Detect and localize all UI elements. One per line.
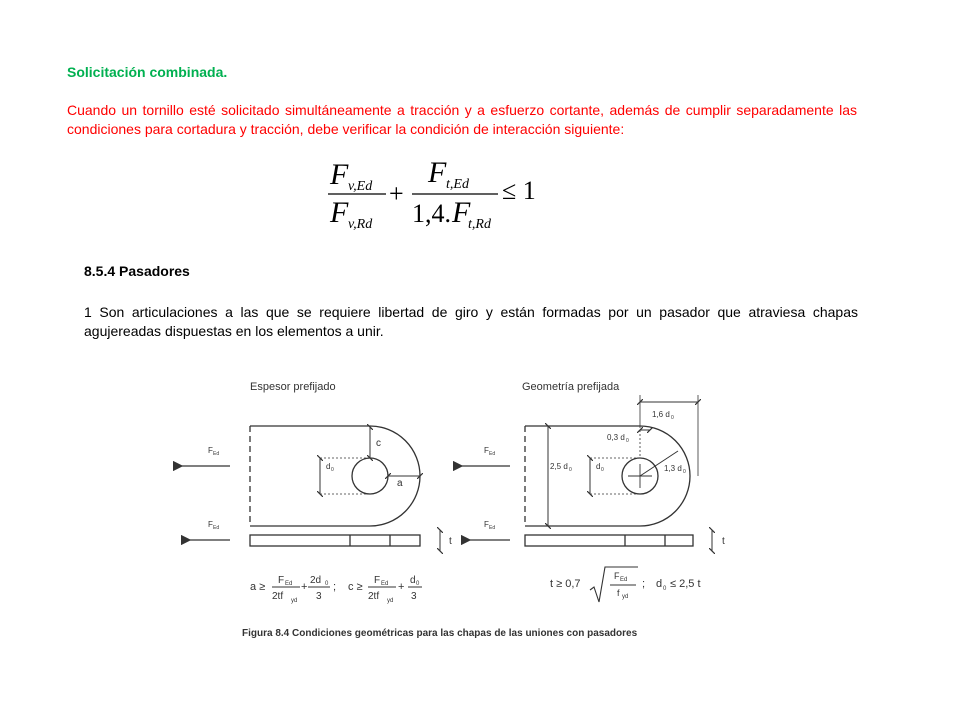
label-t-right: t: [722, 536, 725, 547]
label-sub: 0: [601, 467, 604, 473]
figure-caption: Figura 8.4 Condiciones geométricas para las chapas de las uniones con pasadores: [242, 628, 638, 639]
interaction-formula: [322, 150, 552, 240]
frac-num-sub: Ed: [285, 581, 293, 587]
label-sub: 0: [626, 438, 629, 444]
label-c: c: [376, 438, 381, 449]
frac-den: 2tf: [272, 591, 284, 602]
left-title: Espesor prefijado: [250, 381, 336, 393]
pasadores-title: 8.5.4 Pasadores: [84, 263, 190, 279]
formula-den2-coef: 1,4.: [412, 199, 451, 228]
semicolon: ;: [642, 578, 646, 590]
sqrt-den-sub: yd: [622, 594, 629, 600]
formula-num2-sub: t,Ed: [446, 177, 469, 192]
force-label: F: [484, 520, 489, 529]
sqrt-num-sub: Ed: [620, 577, 628, 583]
force-sub: Ed: [489, 525, 496, 531]
frac-den-sub: yd: [387, 598, 394, 604]
frac-num: F: [278, 575, 285, 586]
formula-den1-sub: v,Rd: [348, 217, 373, 232]
formula-num1: F: [330, 158, 349, 191]
label-sub: 0: [663, 586, 667, 592]
frac-den-sub: yd: [291, 598, 298, 604]
formula-relation: ≤ 1: [502, 176, 536, 205]
frac2-num-sub: 0: [325, 581, 329, 587]
plate-side-view-left: [250, 535, 420, 546]
formula-den2-sub: t,Rd: [468, 217, 491, 232]
frac-num: F: [374, 575, 381, 586]
frac3-num: d: [410, 575, 416, 586]
label-sub: 0: [569, 467, 572, 473]
label-sub: 0: [671, 415, 674, 421]
formula-c-lhs: c ≥: [348, 581, 363, 593]
figure-8-4: [170, 365, 730, 650]
formula-num1-sub: v,Ed: [348, 179, 373, 194]
label-a: a: [397, 478, 403, 489]
formula-d0-rhs: ≤ 2,5 t: [670, 578, 701, 590]
plate-side-view-right: [525, 535, 693, 546]
label-1-6d0: 1,6 d: [652, 410, 670, 419]
frac-den: 2tf: [368, 591, 380, 602]
right-title: Geometría prefijada: [522, 381, 620, 393]
frac-num-sub: Ed: [381, 581, 389, 587]
frac3-num-sub: 0: [416, 581, 420, 587]
combined-heading: Solicitación combinada.: [67, 64, 228, 80]
formula-num2: F: [428, 156, 447, 189]
plus: +: [398, 581, 405, 593]
formula-den2: F: [452, 196, 471, 229]
frac2-den: 3: [316, 591, 322, 602]
frac2-num: 2d: [310, 575, 322, 586]
label-d0: d: [326, 462, 331, 471]
label-d0-right: d: [596, 462, 601, 471]
force-sub: Ed: [489, 451, 496, 457]
force-label: F: [208, 446, 213, 455]
formula-den1: F: [330, 196, 349, 229]
label-1-3d0: 1,3 d: [664, 464, 682, 473]
pasadores-paragraph: 1 Son articulaciones a las que se requiere libertad de giro y están formadas por un pasador que atraviesa chapas agujereadas dispuestas en los elementos a unir.: [84, 304, 858, 339]
label-sub: 0: [331, 467, 334, 473]
formula-a-lhs: a ≥: [250, 581, 266, 593]
semicolon: ;: [333, 581, 337, 593]
pin-hole: [352, 458, 388, 494]
combined-paragraph: Cuando un tornillo esté solicitado simultáneamente a tracción y a esfuerzo cortante, además de cumplir separadamente las condiciones para cortadura y tracción, debe verificar la condición de interacción siguiente:: [67, 102, 857, 137]
plus: +: [301, 581, 308, 593]
sqrt-den: f: [617, 588, 620, 598]
frac3-den: 3: [411, 591, 417, 602]
force-sub: Ed: [213, 451, 220, 457]
label-sub: 0: [683, 469, 686, 475]
formula-d0: d: [656, 578, 663, 590]
formula-t-lhs: t ≥ 0,7: [550, 578, 581, 590]
force-label: F: [484, 446, 489, 455]
label-0-3d0: 0,3 d: [607, 433, 625, 442]
force-sub: Ed: [213, 525, 220, 531]
force-label: F: [208, 520, 213, 529]
label-2-5d0: 2,5 d: [550, 462, 568, 471]
label-t: t: [449, 536, 452, 547]
formula-plus: +: [389, 179, 404, 208]
sqrt-num: F: [614, 571, 620, 581]
